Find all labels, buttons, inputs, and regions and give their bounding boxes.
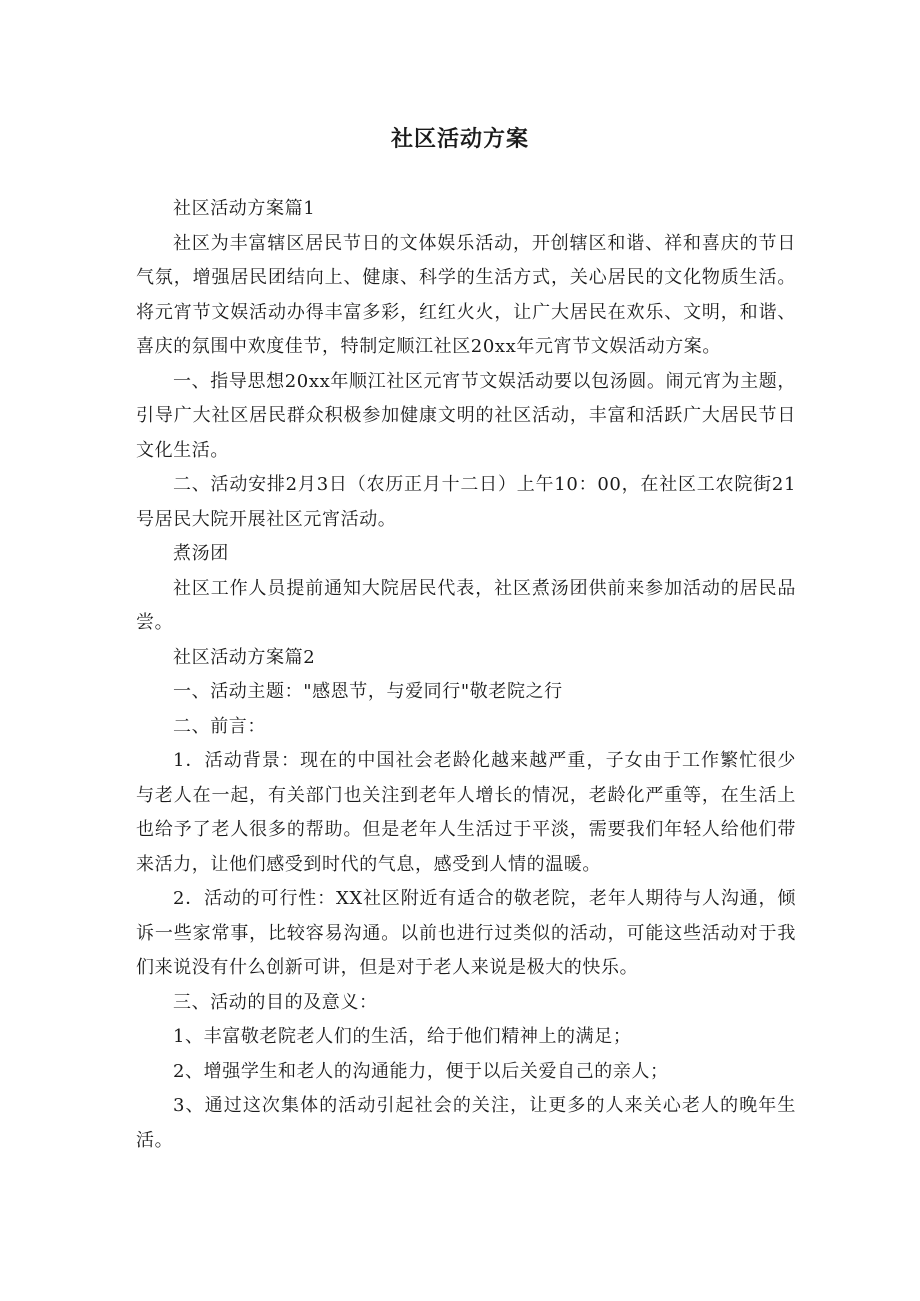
paragraph-cook-tangyuan: 社区工作人员提前通知大院居民代表，社区煮汤团供前来参加活动的居民品尝。 [136,577,796,633]
paragraph-guiding-idea: 一、指导思想20xx年顺江社区元宵节文娱活动要以包汤圆。闹元宵为主题，引导广大社区居民群众积极参加健康文明的社区活动，丰富和活跃广大居民节日文化生活。 [136,370,796,461]
paragraph-feasibility: 2．活动的可行性：XX社区附近有适合的敬老院，老年人期待与人沟通，倾诉一些家常事，比较容易沟通。以前也进行过类似的活动，可能这些活动对于我们来说没有什么创新可讲，但是对于老人来说是极大的快乐。 [136,888,796,978]
section-heading-part2: 社区活动方案篇2 [173,646,316,668]
document-body [136,192,796,1158]
section-heading-part1: 社区活动方案篇1 [173,198,316,219]
paragraph-background: 1．活动背景：现在的中国社会老龄化越来越严重，子女由于工作繁忙很少与老人在一起，有关部门也关注到老年人增长的情况，老龄化严重等，在生活上也给予了老人很多的帮助。但是老年人生活过于平淡，需要我们年轻人给他们带来活力，让他们感受到时代的气息，感受到人情的温暖。 [136,750,796,875]
paragraph-preface-heading: 二、前言： [173,715,266,737]
paragraph-theme: 一、活动主题："感恩节，与爱同行"敬老院之行 [173,681,563,702]
subheading-cook-tangyuan: 煮汤团 [173,543,229,564]
paragraph-purpose-1: 1、丰富敬老院老人们的生活，给于他们精神上的满足； [173,1026,632,1047]
paragraph-purpose-heading: 三、活动的目的及意义： [173,991,378,1013]
paragraph-intro: 社区为丰富辖区居民节日的文体娱乐活动，开创辖区和谐、祥和喜庆的节日气氛，增强居民团结向上、健康、科学的生活方式，关心居民的文化物质生活。将元宵节文娱活动办得丰富多彩，红红火火，让广大居民在欢乐、文明，和谐、喜庆的氛围中欢度佳节，特制定顺江社区20xx年元宵节文娱活动方案。 [136,232,796,357]
document-title: 社区活动方案 [390,127,529,152]
paragraph-purpose-3: 3、通过这次集体的活动引起社会的关注，让更多的人来关心老人的晚年生活。 [136,1095,796,1151]
paragraph-schedule: 二、活动安排2月3日（农历正月十二日）上午10：00，在社区工农院街21号居民大院开展社区元宵活动。 [136,474,796,530]
paragraph-purpose-2: 2、增强学生和老人的沟通能力，便于以后关爱自己的亲人； [173,1060,669,1082]
